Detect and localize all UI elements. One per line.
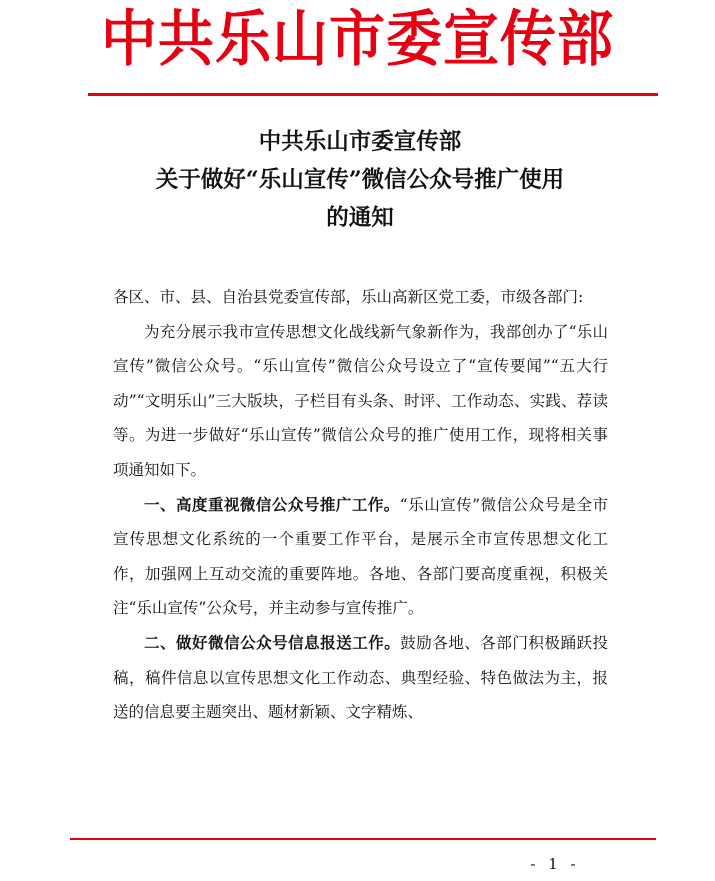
section-2-heading: 二、做好微信公众号信息报送工作。 <box>144 632 401 652</box>
section-1-paragraph <box>113 488 608 626</box>
salutation: 各区、市、县、自治县党委宣传部，乐山高新区党工委，市级各部门: <box>113 288 584 306</box>
title-line-3: 的通知 <box>326 205 394 231</box>
document-body <box>113 280 608 730</box>
title-line-2: 关于做好“乐山宣传”微信公众号推广使用 <box>155 167 565 193</box>
page-number: - 1 - <box>530 855 580 873</box>
section-1-text: “乐山宣传”微信公众号是全市宣传思想文化系统的一个重要工作平台，是展示全市宣传思想文化工作，加强网上互动交流的重要阵地。各地、各部门要高度重视，积极关注“乐山宣传”公众号，并主动参与宣传推广。 <box>113 495 608 618</box>
letterhead-red-rule <box>88 93 658 96</box>
footer-red-rule <box>70 838 656 840</box>
intro-paragraph: 为充分展示我市宣传思想文化战线新气象新作为，我部创办了“乐山宣传”微信公众号。“乐山宣传”微信公众号设立了“宣传要闻”“五大行动”“文明乐山”三大版块，子栏目有头条、时评、工作动态、实践、荐读等。为进一步做好“乐山宣传”微信公众号的推广使用工作，现将相关事项通知如下。 <box>113 322 608 479</box>
letterhead-org-name: 中共乐山市委宣传部 <box>101 4 614 75</box>
section-2-text: 鼓励各地、各部门积极踊跃投稿，稿件信息以宣传思想文化工作动态、典型经验、特色做法为主，报送的信息要主题突出、题材新颖、文字精炼、 <box>113 633 608 722</box>
section-2-paragraph <box>113 626 608 730</box>
title-line-1: 中共乐山市委宣传部 <box>258 129 462 155</box>
section-1-heading: 一、高度重视微信公众号推广工作。 <box>144 494 400 514</box>
document-title <box>60 123 660 237</box>
